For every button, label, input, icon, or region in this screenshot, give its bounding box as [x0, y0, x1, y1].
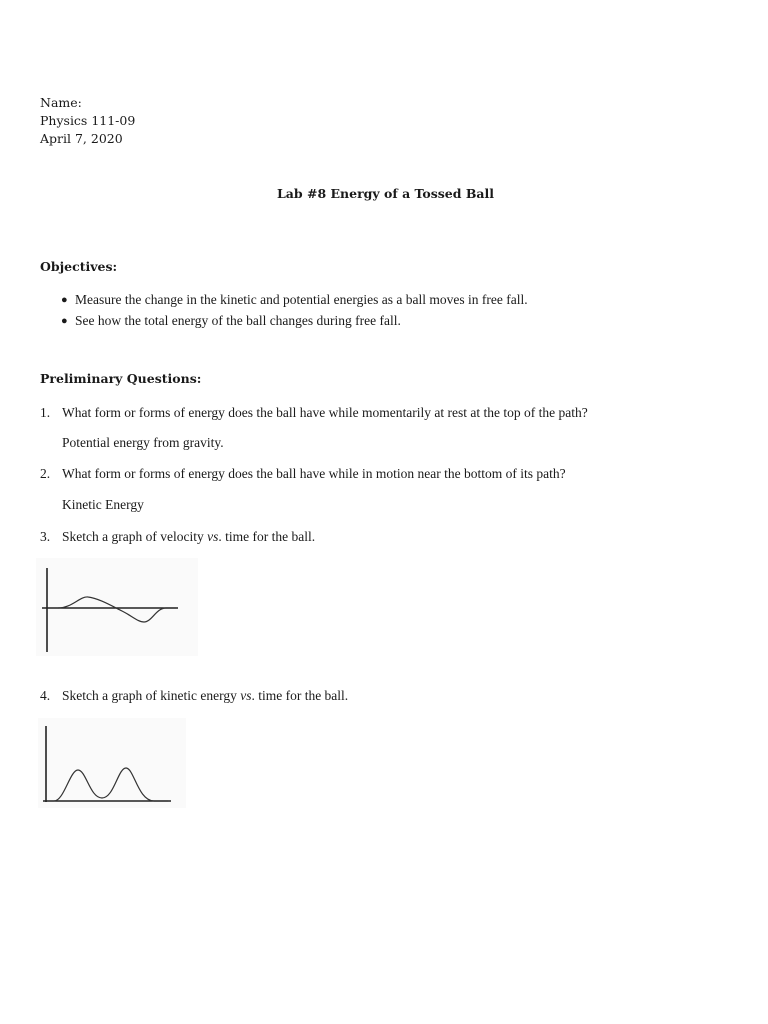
sketch-background	[36, 558, 198, 656]
question-text: What form or forms of energy does the ball have while momentarily at rest at the top of the path?	[62, 405, 588, 420]
sketch-background	[38, 718, 186, 808]
question-number: 2.	[40, 466, 51, 481]
kinetic-energy-sketch	[38, 718, 186, 808]
name-label: Name:	[40, 95, 82, 110]
question-number: 3.	[40, 529, 51, 544]
page-title: Lab #8 Energy of a Tossed Ball	[277, 186, 495, 201]
answer-text: Kinetic Energy	[62, 497, 144, 512]
velocity-sketch	[36, 558, 198, 656]
question-number: 4.	[40, 688, 51, 703]
bullet-icon: ●	[61, 294, 68, 306]
answer-text: Potential energy from gravity.	[62, 435, 224, 450]
bullet-icon: ●	[61, 315, 68, 327]
objective-item: Measure the change in the kinetic and potential energies as a ball moves in free fall.	[75, 292, 528, 307]
course-label: Physics 111-09	[40, 113, 136, 128]
date-label: April 7, 2020	[40, 131, 123, 146]
objectives-heading: Objectives:	[40, 259, 118, 274]
preliminary-heading: Preliminary Questions:	[40, 371, 202, 386]
question-text: Sketch a graph of kinetic energy vs. time for the ball.	[62, 688, 349, 703]
question-text: What form or forms of energy does the ball have while in motion near the bottom of its path?	[62, 466, 566, 481]
objective-item: See how the total energy of the ball changes during free fall.	[75, 313, 401, 328]
question-number: 1.	[40, 405, 51, 420]
question-text: Sketch a graph of velocity vs. time for the ball.	[62, 529, 316, 544]
